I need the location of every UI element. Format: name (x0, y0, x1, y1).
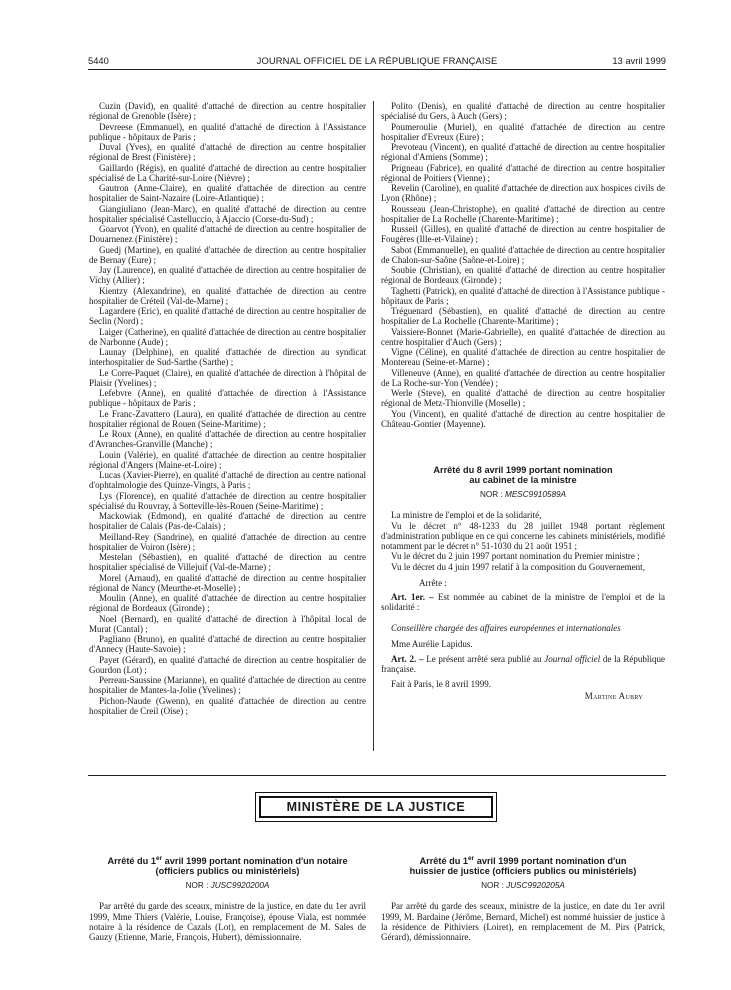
arrete-cabinet-title (381, 465, 665, 485)
appointment-entry: Payet (Gérard), en qualité d'attaché de direction au centre hospitalier de Gourdon (Lot) ; (89, 654, 366, 675)
appointment-entry: Jay (Laurence), en qualité d'attachée de direction au centre hospitalier de Vichy (Allier) ; (89, 265, 366, 286)
arrete-word: Arrête : (419, 577, 447, 588)
appointment-entry: Revelin (Caroline), en qualité d'attachée de direction aux hospices civils de Lyon (Rhône) ; (381, 183, 665, 204)
arrete-cabinet (381, 465, 665, 701)
appointment-entry: Vaissiere-Bonnet (Marie-Gabrielle), en qualité d'attachée de direction au centre hospitalier d'Auch (Gers) ; (381, 326, 665, 347)
arrete-huissier (381, 856, 665, 942)
appointment-entry: Giangiuliano (Jean-Marc), en qualité d'attaché de direction au centre hospitalier spécialisé Castelluccio, à Ajaccio (Corse-du-Sud) ; (89, 203, 366, 224)
appointment-entry: Goarvot (Yvon), en qualité d'attaché de direction au centre hospitalier de Douarnenez (Finistère) ; (89, 224, 366, 245)
appointment-entry: Taghetti (Patrick), en qualité d'attaché de direction à l'Assistance publique - hôpitaux de Paris ; (381, 285, 665, 306)
appointment-entry: Kientzy (Alexandrine), en qualité d'attachée de direction au centre hospitalier de Créteil (Val-de-Marne) ; (89, 285, 366, 306)
ministry-heading: MINISTÈRE DE LA JUSTICE (259, 796, 493, 818)
appointment-entry: Le Roux (Anne), en qualité d'attachée de direction au centre hospitalier d'Avranches-Granville (Manche) ; (89, 429, 366, 450)
nor-code: JUSC9920200A (210, 881, 270, 890)
appointment-entry: Launay (Delphine), en qualité d'attachée de direction au syndicat interhospitalier de Sud-Sarthe (Sarthe) ; (89, 347, 366, 368)
article-1-text: Est nommée au cabinet de la ministre de l'emploi et de la solidarité : (381, 592, 666, 613)
appointee-name: Mme Aurélie Lapidus. (391, 638, 473, 649)
appointment-entry: Duval (Yves), en qualité d'attaché de direction au centre hospitalier régional de Brest (Finistère) ; (89, 142, 366, 163)
appointment-entry: Devreese (Emmanuel), en qualité d'attaché de direction à l'Assistance publique - hôpitaux de Paris ; (89, 121, 366, 142)
appointment-entry: Laiger (Catherine), en qualité d'attachée de direction au centre hospitalier de Narbonne (Aude) ; (89, 326, 366, 347)
arrete-notaire (89, 856, 366, 942)
appointment-entry: You (Vincent), en qualité d'attaché de direction au centre hospitalier de Château-Gontier (Mayenne). (381, 408, 665, 429)
arrete-huissier-title-line2: huissier de justice (officiers publics ou ministériels) (409, 866, 637, 876)
appointment-entry: Prevoteau (Vincent), en qualité d'attaché de direction au centre hospitalier régional d'Amiens (Somme) ; (381, 142, 665, 163)
article-1-label: Art. 1er. – (391, 592, 434, 602)
appointment-entry: Poumeroulie (Muriel), en qualité d'attachée de direction au centre hospitalier d'Evreux (Eure) ; (381, 121, 665, 142)
article-2-text-a: Le présent arrêté sera publié au (426, 654, 542, 664)
appointment-entry: Vigne (Céline), en qualité d'attachée de direction au centre hospitalier de Montereau (Seine-et-Marne) ; (381, 347, 665, 368)
appointment-entry: Polito (Denis), en qualité d'attaché de direction au centre hospitalier spécialisé du Gers, à Auch (Gers) ; (381, 101, 665, 122)
arrete-notaire-title (89, 856, 366, 876)
appointment-entry: Lagardere (Eric), en qualité d'attaché de direction au centre hospitalier de Seclin (Nord) ; (89, 306, 366, 327)
appointment-entry: Perreau-Saussine (Marianne), en qualité d'attachée de direction au centre hospitalier de Mantes-la-Jolie (Yvelines) ; (89, 675, 366, 696)
arrete-cabinet-preamble (381, 510, 665, 572)
appointment-entry: Sabot (Emmanuelle), en qualité d'attachée de direction au centre hospitalier de Chalon-sur-Saône (Saône-et-Loire) ; (381, 244, 665, 265)
arrete-notaire-title-sup: er (155, 854, 163, 862)
preamble-line: Vu le décret n° 48-1233 du 28 juillet 1948 portant règlement d'administration publique en ce qui concerne les cabinets ministériels, modifié notamment par le décret n° 51-1030 du 21 août 1951 ; (381, 520, 665, 551)
nor-label: NOR : (481, 881, 504, 890)
column-divider (373, 101, 374, 751)
arrete-notaire-title-line2: (officiers publics ou ministériels) (155, 866, 300, 876)
done-at: Fait à Paris, le 8 avril 1999. (391, 678, 492, 689)
page-number: 5440 (88, 55, 109, 66)
arrete-huissier-title-a: Arrêté du 1 (419, 856, 469, 866)
appointment-entry: Louin (Valérie), en qualité d'attachée de direction au centre hospitalier régional d'Angers (Maine-et-Loire) ; (89, 449, 366, 470)
appointment-entry: Rousseau (Jean-Christophe), en qualité d'attaché de direction au centre hospitalier de La Rochelle (Charente-Maritime) ; (381, 203, 665, 224)
arrete-huissier-title (381, 856, 665, 876)
arrete-cabinet-title-line2: au cabinet de la ministre (469, 475, 577, 485)
appointment-entry: Tréguenard (Sébastien), en qualité d'attaché de direction au centre hospitalier de La Rochelle (Charente-Maritime) ; (381, 306, 665, 327)
journal-title: JOURNAL OFFICIEL DE LA RÉPUBLIQUE FRANÇAISE (256, 55, 498, 66)
section-rule (88, 775, 666, 776)
appointment-entry: Mestelan (Sébastien), en qualité d'attaché de direction au centre hospitalier spécialisé de Villejuif (Val-de-Marne) ; (89, 552, 366, 573)
article-2 (381, 654, 665, 675)
nor-label: NOR : (185, 881, 209, 890)
nor-code: MESC9910589A (505, 490, 567, 499)
arrete-huissier-title-b: avril 1999 portant nomination d'un (474, 856, 627, 866)
nor-label: NOR : (479, 490, 503, 499)
right-column (381, 101, 665, 710)
article-2-journal: Journal officiel (544, 654, 601, 664)
appointment-entry: Gaillardo (Régis), en qualité d'attaché de direction au centre hospitalier spécialisé de La Charité-sur-Loire (Nièvre) ; (89, 162, 366, 183)
preamble-line: Vu le décret du 4 juin 1997 relatif à la composition du Gouvernement, (391, 561, 645, 572)
appointment-entry: Russeil (Gilles), en qualité d'attaché de direction au centre hospitalier de Fougères (Ille-et-Vilaine) ; (381, 224, 665, 245)
article-1 (381, 592, 665, 613)
appointment-entry: Mackowiak (Edmond), en qualité d'attaché de direction au centre hospitalier de Calais (Pas-de-Calais) ; (89, 511, 366, 532)
appointment-entry: Noel (Bernard), en qualité d'attaché de direction à l'hôpital local de Murat (Cantal) ; (89, 613, 366, 634)
left-column (89, 101, 366, 716)
appointment-entry: Villeneuve (Anne), en qualité d'attachée de direction au centre hospitalier de La Roche-sur-Yon (Vendée) ; (381, 367, 665, 388)
article-2-label: Art. 2. – (391, 654, 424, 664)
appointment-entry: Guedj (Martine), en qualité d'attachée de direction au centre hospitalier de Bernay (Eure) ; (89, 244, 366, 265)
arrete-huissier-nor (381, 881, 665, 891)
appointment-entry: Werle (Steve), en qualité d'attaché de direction au centre hospitalier régional de Metz-Thionville (Moselle) ; (381, 388, 665, 409)
appointment-entry: Prigneau (Fabrice), en qualité d'attaché de direction au centre hospitalier régional de Poitiers (Vienne) ; (381, 162, 665, 183)
arrete-notaire-nor (89, 881, 366, 891)
arrete-notaire-title-b: avril 1999 portant nomination d'un notaire (162, 856, 348, 866)
header-rule (88, 69, 666, 70)
appointment-entry: Meilland-Rey (Sandrine), en qualité d'attachée de direction au centre hospitalier de Voiron (Isère) ; (89, 531, 366, 552)
appointment-entry: Moulin (Anne), en qualité d'attachée de direction au centre hospitalier régional de Bordeaux (Gironde) ; (89, 593, 366, 614)
preamble-line: La ministre de l'emploi et de la solidarité, (391, 510, 542, 521)
arrete-huissier-title-sup: er (468, 854, 475, 862)
appointment-entry: Lucas (Xavier-Pierre), en qualité d'attaché de direction au centre national d'ophtalmologie des Quinze-Vingts, à Paris ; (89, 470, 366, 491)
issue-date: 13 avril 1999 (612, 55, 666, 66)
appointment-entry: Morel (Arnaud), en qualité d'attaché de direction au centre hospitalier régional de Nancy (Meurthe-et-Moselle) ; (89, 572, 366, 593)
nor-code: JUSC9920205A (506, 881, 565, 890)
appointee-role: Conseillère chargée des affaires européennes et internationales (391, 622, 621, 633)
article-2-text-b: de la République française. (381, 654, 666, 675)
arrete-notaire-body: Par arrêté du garde des sceaux, ministre de la justice, en date du 1er avril 1999, Mme Thiers (Valérie, Louise, Françoise), épouse Viala, est nommée notaire à la résidence de Cazals (Lot), en remplacement de M. Sales de Gauzy (Etienne, Marie, François, Hubert), démissionnaire. (89, 901, 366, 942)
appointments-list-continued (381, 101, 665, 429)
signature: Martine Aubry (584, 690, 643, 701)
appointment-entry: Pichon-Naude (Gwenn), en qualité d'attachée de direction au centre hospitalier de Creil (Oise) ; (89, 695, 366, 716)
appointment-entry: Cuzin (David), en qualité d'attaché de direction au centre hospitalier régional de Grenoble (Isère) ; (89, 101, 366, 122)
ministry-heading-box (255, 792, 497, 822)
arrete-cabinet-title-line1: Arrêté du 8 avril 1999 portant nomination (433, 465, 613, 475)
appointment-entry: Lys (Florence), en qualité d'attachée de direction au centre hospitalier spécialisé du Rouvray, à Sotteville-lès-Rouen (Seine-Maritime) ; (89, 490, 366, 511)
arrete-notaire-title-a: Arrêté du 1 (107, 856, 156, 866)
appointment-entry: Pagliano (Bruno), en qualité d'attaché de direction au centre hospitalier d'Annecy (Haute-Savoie) ; (89, 634, 366, 655)
arrete-huissier-body: Par arrêté du garde des sceaux, ministre de la justice, en date du 1er avril 1999, M. Bardaine (Jérôme, Bernard, Michel) est nommé huissier de justice à la résidence de Pithiviers (Loiret), en remplacement de M. Pirs (Patrick, Gérard), démissionnaire. (381, 901, 665, 942)
preamble-line: Vu le décret du 2 juin 1997 portant nomination du Premier ministre ; (391, 551, 640, 562)
appointment-entry: Le Corre-Paquet (Claire), en qualité d'attachée de direction à l'hôpital de Plaisir (Yvelines) ; (89, 367, 366, 388)
appointment-entry: Lefebvre (Anne), en qualité d'attachée de direction à l'Assistance publique - hôpitaux de Paris ; (89, 388, 366, 409)
arrete-cabinet-nor (381, 490, 665, 500)
appointment-entry: Gautron (Anne-Claire), en qualité d'attachée de direction au centre hospitalier de Saint-Nazaire (Loire-Atlantique) ; (89, 183, 366, 204)
appointment-entry: Soubie (Christian), en qualité d'attaché de direction au centre hospitalier régional de Bordeaux (Gironde) ; (381, 265, 665, 286)
appointment-entry: Le Franc-Zavattero (Laura), en qualité d'attachée de direction au centre hospitalier régional de Rouen (Seine-Maritime) ; (89, 408, 366, 429)
